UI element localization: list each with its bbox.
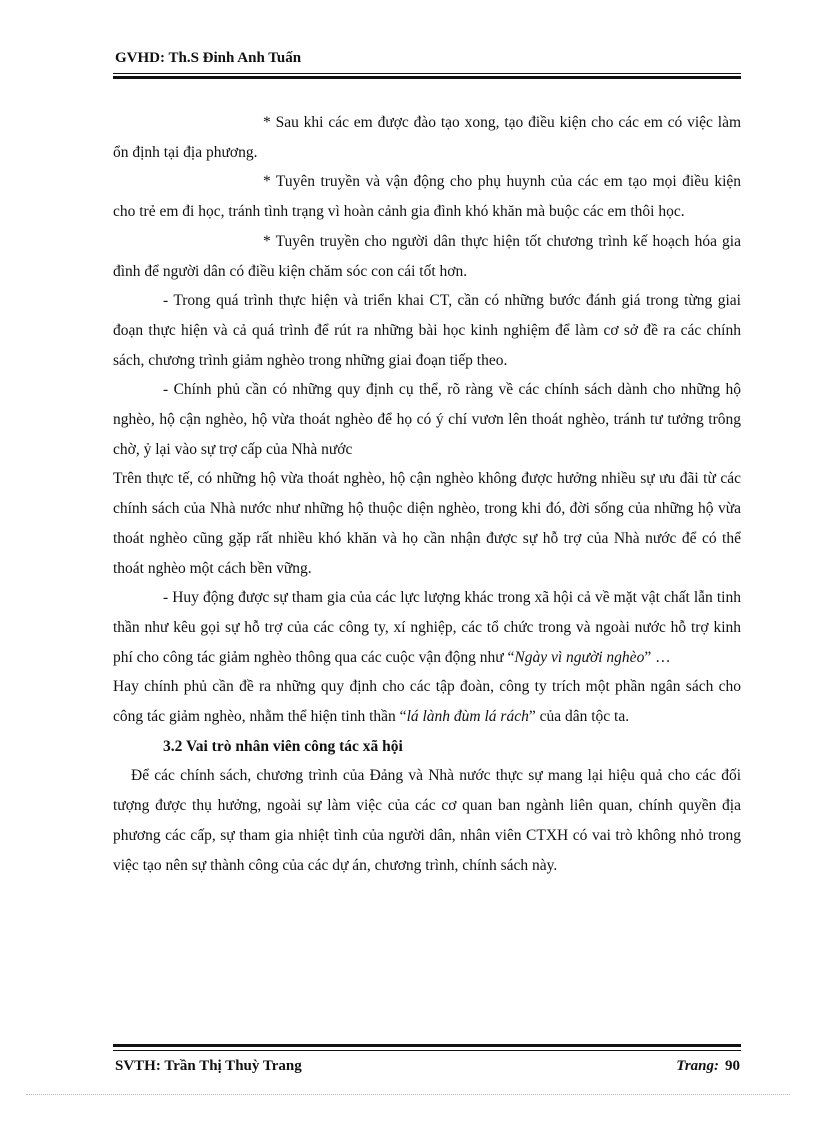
paragraph-4: - Trong quá trình thực hiện và triển khai CT, cần có những bước đánh giá trong từng giai đoạn thực hiện và cả quá trình để rút ra những bài học kinh nghiệm để làm cơ sở đề ra các chính sách, chương trình giảm nghèo trong những giai đoạn tiếp theo. [113, 292, 741, 369]
paragraph-1: * Sau khi các em được đào tạo xong, tạo điều kiện cho các em có việc làm ổn định tại địa phương. [113, 114, 741, 161]
page-label: Trang: [676, 1058, 719, 1074]
page-body [113, 108, 741, 880]
paragraph-8-tail: ” của dân tộc ta. [528, 708, 630, 726]
paragraph-8 [113, 672, 741, 731]
paragraph-7-quote: Ngày vì người nghèo [514, 648, 645, 666]
page-edge-dotted-line [26, 1094, 790, 1095]
paragraph-7-tail: ” … [644, 648, 671, 666]
header-title: GVHD: Th.S Đinh Anh Tuấn [115, 50, 302, 66]
paragraph-3: * Tuyên truyền cho người dân thực hiện tốt chương trình kế hoạch hóa gia đình để người dân có điều kiện chăm sóc con cái tốt hơn. [113, 232, 741, 280]
footer-author: SVTH: Trần Thị Thuỳ Trang [115, 1058, 302, 1074]
header-rule-thin [113, 73, 741, 74]
footer-rule-thin [113, 1050, 741, 1051]
paragraph-8-quote: lá lành đùm lá rách [406, 708, 529, 726]
footer-rule-thick [113, 1044, 741, 1047]
paragraph-7 [113, 583, 741, 672]
paragraph-7-text: - Huy động được sự tham gia của các lực lượng khác trong xã hội cả về mặt vật chất lẫn tinh thần như kêu gọi sự hỗ trợ của các công ty, xí nghiệp, các tổ chức trong và ngoài nước hỗ trợ kinh phí cho công tác giảm nghèo thông qua các cuộc vận động như “ [113, 589, 741, 666]
footer-page [676, 1058, 740, 1075]
section-heading: 3.2 Vai trò nhân viên công tác xã hội [163, 737, 403, 755]
paragraph-6: Trên thực tế, có những hộ vừa thoát nghèo, hộ cận nghèo không được hưởng nhiều sự ưu đãi từ các chính sách của Nhà nước như những hộ thuộc diện nghèo, trong khi đó, đời sống của những hộ vừa thoát nghèo cũng gặp rất nhiều khó khăn và họ cần nhận được sự hỗ trợ của Nhà nước để có thể thoát nghèo một cách bền vững. [113, 470, 741, 577]
paragraph-5: - Chính phủ cần có những quy định cụ thể, rõ ràng về các chính sách dành cho những hộ nghèo, hộ cận nghèo, hộ vừa thoát nghèo để họ có ý chí vươn lên thoát nghèo, tránh tư tưởng trông chờ, ỷ lại vào sự trợ cấp của Nhà nước [113, 381, 741, 458]
page-number: 90 [725, 1058, 740, 1074]
paragraph-8-text: Hay chính phủ cần đề ra những quy định cho các tập đoàn, công ty trích một phần ngân sách cho công tác giảm nghèo, nhằm thể hiện tinh thần “ [113, 678, 741, 726]
header-rule-thick [113, 76, 741, 79]
paragraph-2: * Tuyên truyền và vận động cho phụ huynh của các em tạo mọi điều kiện cho trẻ em đi học, tránh tình trạng vì hoàn cảnh gia đình khó khăn mà buộc các em thôi học. [113, 173, 741, 221]
paragraph-9: Để các chính sách, chương trình của Đảng và Nhà nước thực sự mang lại hiệu quả cho các đối tượng được thụ hưởng, ngoài sự làm việc của các cơ quan ban ngành liên quan, chính quyền địa phương các cấp, sự tham gia nhiệt tình của người dân, nhân viên CTXH có vai trò không nhỏ trong việc tạo nên sự thành công của các dự án, chương trình, chính sách này. [113, 767, 741, 874]
